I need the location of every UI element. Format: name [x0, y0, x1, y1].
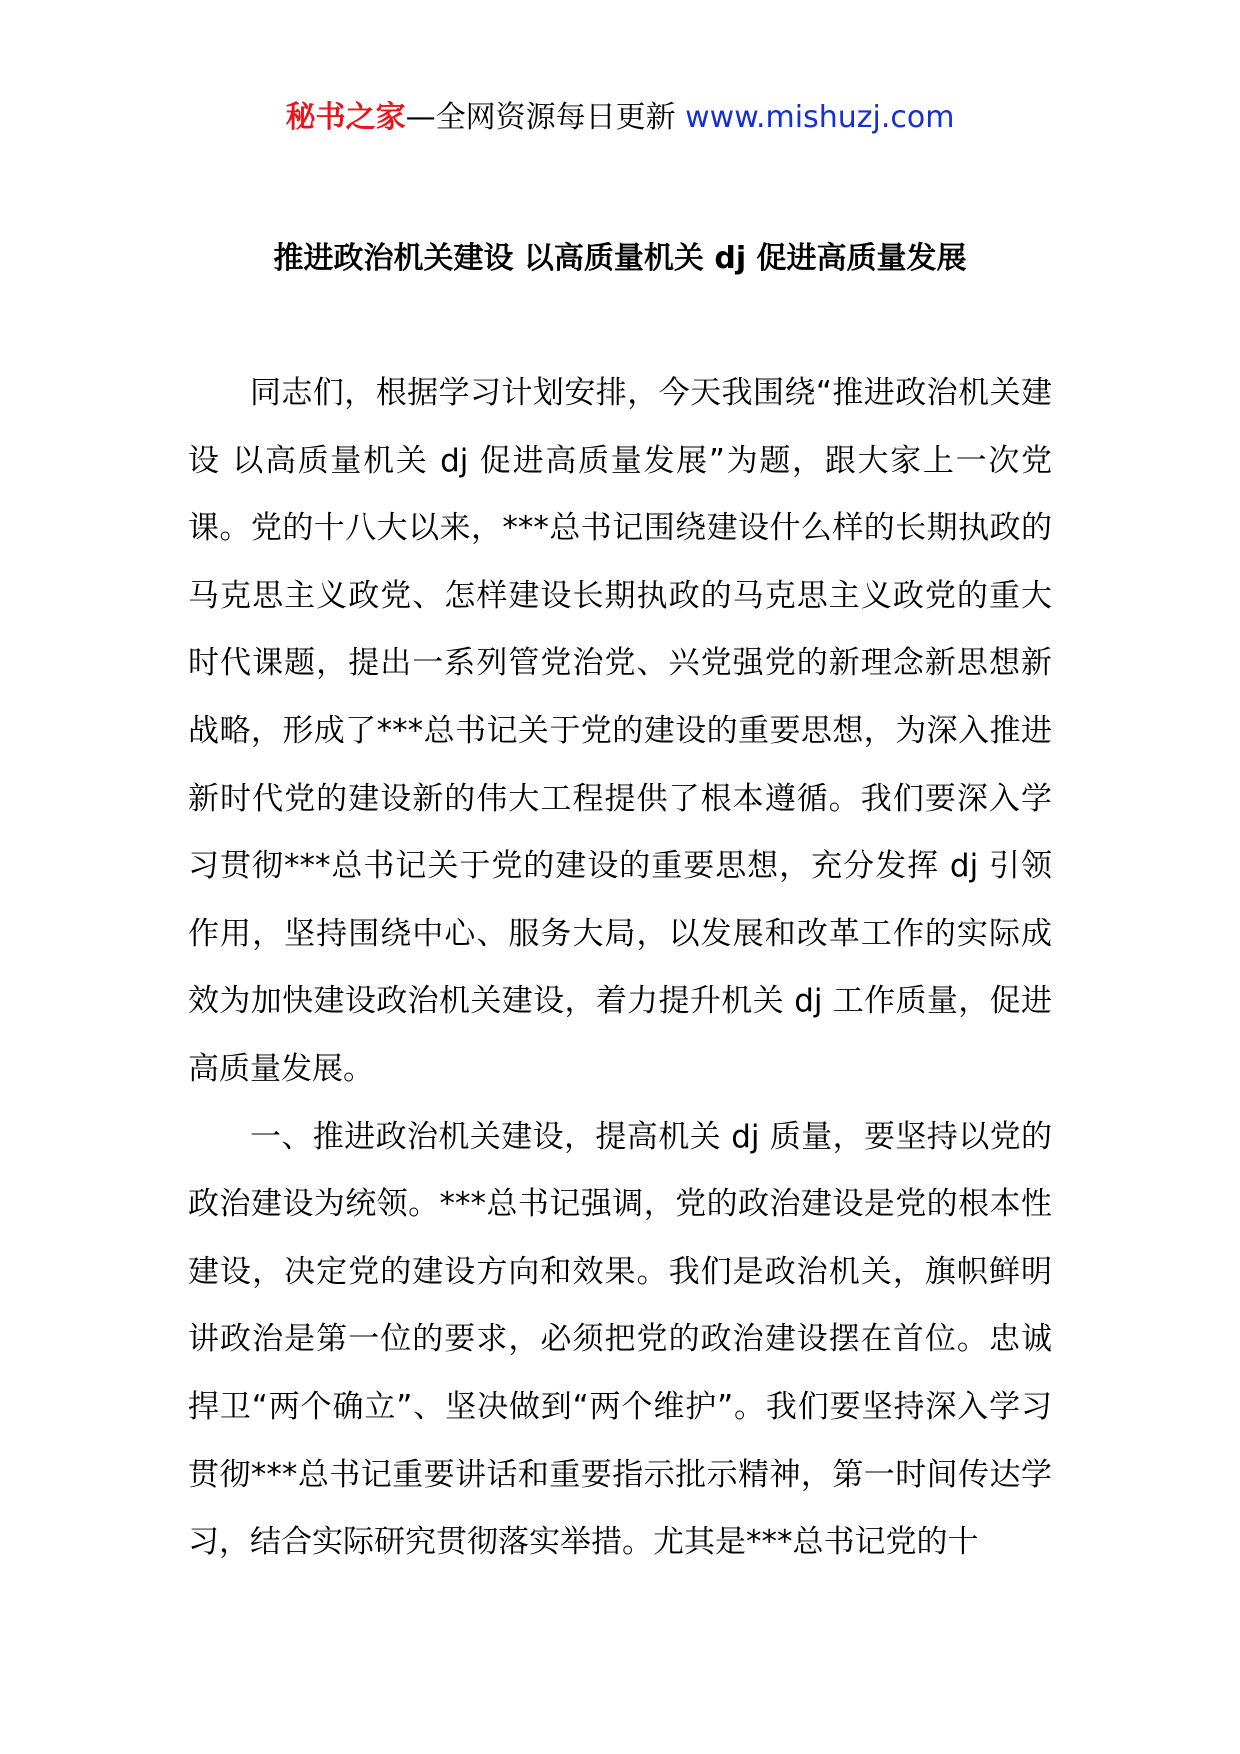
site-header	[0, 98, 1240, 138]
document-body	[188, 360, 1052, 1577]
site-tagline: —全网资源每日更新	[405, 100, 686, 135]
site-brand: 秘书之家	[285, 100, 406, 135]
paragraph-section-one: 一、推进政治机关建设，提高机关 dj 质量，要坚持以党的政治建设为统领。***总书记强调，党的政治建设是党的根本性建设，决定党的建设方向和效果。我们是政治机关，旗帜鲜明讲政治是第一位的要求，必须把党的政治建设摆在首位。忠诚捍卫“两个确立”、坚决做到“两个维护”。我们要坚持深入学习贯彻***总书记重要讲话和重要指示批示精神，第一时间传达学习，结合实际研究贯彻落实举措。尤其是***总书记党的十	[188, 1118, 1052, 1561]
paragraph-intro: 同志们，根据学习计划安排，今天我围绕“推进政治机关建设 以高质量机关 dj 促进高质量发展”为题，跟大家上一次党课。党的十八大以来，***总书记围绕建设什么样的长期执政的马克思主义政党、怎样建设长期执政的马克思主义政党的重大时代课题，提出一系列管党治党、兴党强党的新理念新思想新战略，形成了***总书记关于党的建设的重要思想，为深入推进新时代党的建设新的伟大工程提供了根本遵循。我们要深入学习贯彻***总书记关于党的建设的重要思想，充分发挥 dj 引领作用，坚持围绕中心、服务大局，以发展和改革工作的实际成效为加快建设政治机关建设，着力提升机关 dj 工作质量，促进高质量发展。	[188, 375, 1052, 1087]
site-url-link[interactable]: www.mishuzj.com	[685, 100, 955, 135]
document-title: 推进政治机关建设 以高质量机关 dj 促进高质量发展	[273, 241, 967, 276]
